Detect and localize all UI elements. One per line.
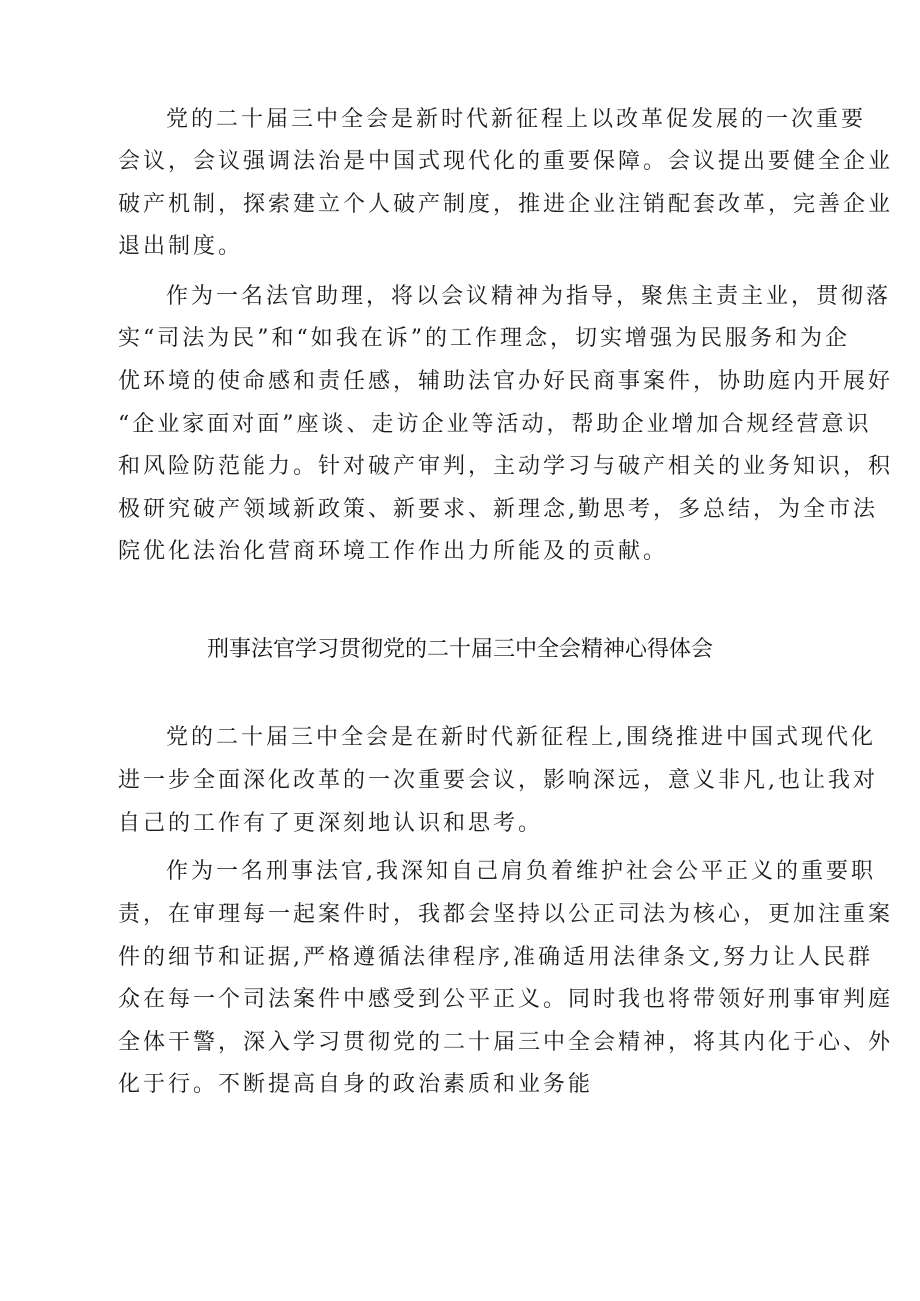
text-line: 极研究破产领域新政策、新要求、新理念,勤思考，多总结，为全市法 (118, 497, 878, 522)
text-line: 全体干警，深入学习贯彻党的二十届三中全会精神，将其内化于心、外 (118, 1030, 894, 1055)
text-line: 破产机制，探索建立个人破产制度，推进企业注销配套改革，完善企业 (118, 192, 894, 217)
text-line: 自己的工作有了更深刻地认识和思考。 (118, 811, 544, 836)
text-line: 责，在审理每一起案件时，我都会坚持以公正司法为核心，更加注重案 (118, 902, 894, 927)
text-line: 作为一名法官助理，将以会议精神为指导，聚焦主责主业，贯彻落 (166, 284, 892, 309)
text-line: 作为一名刑事法官,我深知自己肩负着维护社会公平正义的重要职 (166, 859, 876, 884)
text-line: 进一步全面深化改革的一次重要会议，影响深远，意义非凡,也让我对 (118, 768, 878, 793)
text-line: 优环境的使命感和责任感，辅助法官办好民商事案件，协助庭内开展好 (118, 369, 894, 394)
text-line: 实“司法为民”和“如我在诉”的工作理念，切实增强为民服务和为企 (118, 326, 850, 351)
text-line: 会议，会议强调法治是中国式现代化的重要保障。会议提出要健全企业 (118, 149, 894, 174)
text-line: 院优化法治化营商环境工作作出力所能及的贡献。 (118, 539, 669, 564)
text-line: “企业家面对面”座谈、走访企业等活动，帮助企业增加合规经营意识 (118, 412, 872, 437)
text-line: 化于行。不断提高自身的政治素质和业务能 (118, 1072, 594, 1097)
text-line: 党的二十届三中全会是在新时代新征程上,围绕推进中国式现代化 (166, 725, 876, 750)
text-line: 和风险防范能力。针对破产审判，主动学习与破产相关的业务知识，积 (118, 454, 894, 479)
text-line: 众在每一个司法案件中感受到公平正义。同时我也将带领好刑事审判庭 (118, 987, 894, 1012)
text-line: 件的细节和证据,严格遵循法律程序,准确适用法律条文,努力让人民群 (118, 945, 873, 970)
section-title: 刑事法官学习贯彻党的二十届三中全会精神心得体会 (206, 637, 713, 662)
text-line: 退出制度。 (118, 234, 244, 259)
text-line: 党的二十届三中全会是新时代新征程上以改革促发展的一次重要 (166, 107, 867, 132)
